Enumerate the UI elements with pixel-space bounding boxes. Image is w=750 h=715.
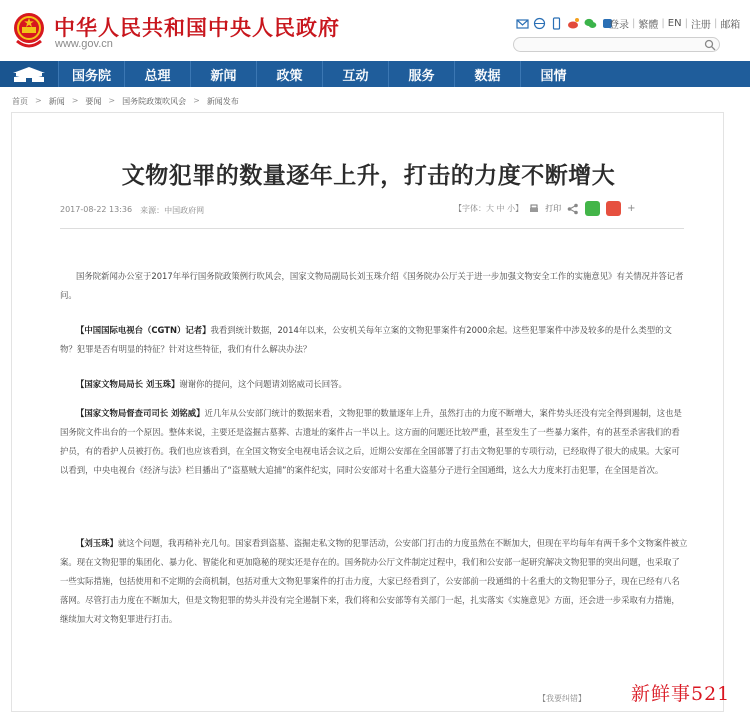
main-nav bbox=[0, 61, 750, 87]
article-paragraph: 【刘玉珠】就这个问题，我再稍补充几句。国家看到盗墓、盗掘走私文物的犯罪活动，公安部门打击的力度虽然在不断加大，但现在平均每年有两千多个文物案件被立案。现在文物犯罪的集团化、暴力化、智能化和更加隐秘的现实还是存在的。国务院办公厅文件制定过程中，我们和公安部一起研究解决文物犯罪的突出问题，也采取了一些实际措施，包括使用和不定期的会商机制，包括对重大文物犯罪案件的打击力度，大家已经看到了，公安部前一段通缉的十名重大的文物犯罪分子，现在已经有八名落网。尽管打击力度在不断加大，但是文物犯罪的势头并没有完全遏制下来，我们将和公安部等有关部门一起，扎实落实《实施意见》方面，还会进一步采取有力措施，继续加大对文物犯罪进行打击。 bbox=[60, 538, 688, 624]
speaker-label: 【国家文物局督查司司长 刘铭威】 bbox=[76, 408, 205, 418]
nav-item-premier[interactable]: 总理 bbox=[124, 61, 190, 87]
top-links: 登录 | 繁體 | EN | 注册 | 邮箱 bbox=[606, 16, 743, 31]
site-url[interactable]: www.gov.cn bbox=[55, 38, 113, 50]
register-link[interactable]: 注册 bbox=[690, 20, 711, 31]
publish-date: 2017-08-22 13:36 bbox=[60, 205, 133, 214]
nav-item-policy[interactable]: 政策 bbox=[256, 61, 322, 87]
nav-home[interactable] bbox=[0, 61, 58, 87]
nav-item-data[interactable]: 数据 bbox=[454, 61, 520, 87]
national-emblem-icon[interactable] bbox=[12, 11, 46, 49]
source-name: 中国政府网 bbox=[164, 206, 205, 215]
english-link[interactable]: EN bbox=[667, 18, 682, 29]
login-link[interactable]: 登录 bbox=[609, 20, 629, 31]
breadcrumb: 首页 > 新闻 > 要闻 > 国务院政策吹风会 > 新闻发布 bbox=[12, 96, 239, 106]
breadcrumb-news[interactable]: 新闻 bbox=[48, 97, 65, 106]
share-icons-bar bbox=[516, 15, 614, 31]
mobile-icon[interactable] bbox=[550, 17, 563, 30]
weibo-icon[interactable] bbox=[567, 17, 580, 30]
nav-item-state-council[interactable]: 国务院 bbox=[58, 61, 124, 87]
site-header bbox=[0, 0, 750, 58]
search-box bbox=[513, 37, 720, 52]
speaker-label: 【国家文物局局长 刘玉珠】 bbox=[76, 379, 180, 389]
traditional-link[interactable]: 繁體 bbox=[638, 20, 659, 31]
article-paragraph: 【国家文物局局长 刘玉珠】谢谢你的提问，这个问题请刘铭威司长回答。 bbox=[76, 379, 347, 389]
breadcrumb-home[interactable]: 首页 bbox=[12, 97, 28, 106]
speaker-label: 【中国国际电视台（CGTN）记者】 bbox=[76, 325, 211, 335]
more-icon[interactable]: + bbox=[627, 203, 636, 214]
report-error-link[interactable]: 【我要纠错】 bbox=[538, 694, 586, 703]
speaker-label: 【刘玉珠】 bbox=[76, 538, 118, 548]
search-icon[interactable] bbox=[704, 39, 716, 51]
search-input[interactable] bbox=[514, 44, 699, 57]
article-paragraph: 国务院新闻办公室于2017年举行国务院政策例行吹风会，国家文物局副局长刘玉珠介绍《国务院办公厅关于进一步加强文物安全工作的实施意见》有关情况并答记者问。 bbox=[60, 271, 684, 300]
breadcrumb-release[interactable]: 新闻发布 bbox=[206, 97, 239, 106]
source-label: 来源： bbox=[140, 206, 165, 215]
tiananmen-icon bbox=[10, 64, 48, 84]
weibo-share-icon[interactable] bbox=[606, 201, 621, 216]
watermark: 新鲜事521 bbox=[631, 683, 731, 705]
print-button[interactable]: 打印 bbox=[545, 204, 562, 213]
article-title: 文物犯罪的数量逐年上升，打击的力度不断增大 bbox=[121, 163, 616, 189]
article-card bbox=[11, 112, 724, 712]
breadcrumb-headlines[interactable]: 要闻 bbox=[85, 97, 102, 106]
mail-icon[interactable] bbox=[516, 17, 529, 30]
mailbox-link[interactable]: 邮箱 bbox=[720, 20, 741, 31]
nav-item-interaction[interactable]: 互动 bbox=[322, 61, 388, 87]
nav-item-national-info[interactable]: 国情 bbox=[520, 61, 586, 87]
article-meta bbox=[60, 205, 204, 216]
meta-divider bbox=[60, 228, 684, 229]
site-title[interactable]: 中华人民共和国中央人民政府 bbox=[54, 16, 340, 40]
article-paragraph: 【国家文物局督查司司长 刘铭威】近几年从公安部门统计的数据来看，文物犯罪的数量逐年上升，虽然打击的力度不断增大，案件势头还没有完全得到遏制，这也是国务院文件出台的一个原因。整体来说，主要还是盗掘古墓葬、古遗址的案件占一半以上。这方面的问题还比较严重，甚至发生了一些暴力案件，有的甚至杀害我们的看护员，有的看护人员被打伤。我们也应该看到，在全国文物安全电视电话会议之后，近期公安部在全国部署了打击文物犯罪的专项行动，已经取得了很大的成果。大家可以看到，中央电视台《经济与法》栏目播出了“盗墓贼大追捕”的案件纪实，同时公安部对十名重大盗墓分子进行全国通缉，这么大力度来打击犯罪，在全国是首次。 bbox=[60, 408, 682, 475]
article-paragraph: 【中国国际电视台（CGTN）记者】我看到统计数据，2014年以来，公安机关每年立案的文物犯罪案件有2000余起。这些犯罪案件中涉及较多的是什么类型的文物？犯罪是否有明显的特征？针对这些特征，我们有什么解决办法？ bbox=[60, 325, 672, 354]
wechat-icon[interactable] bbox=[584, 17, 597, 30]
article-tools bbox=[454, 201, 635, 216]
font-size-switch[interactable]: 【字体：大 中 小】 bbox=[454, 204, 524, 213]
share-icon[interactable] bbox=[567, 203, 579, 215]
breadcrumb-briefing[interactable]: 国务院政策吹风会 bbox=[122, 97, 187, 106]
web-icon[interactable] bbox=[533, 17, 546, 30]
print-icon[interactable] bbox=[529, 204, 539, 214]
wechat-share-icon[interactable] bbox=[585, 201, 600, 216]
nav-item-news[interactable]: 新闻 bbox=[190, 61, 256, 87]
nav-item-services[interactable]: 服务 bbox=[388, 61, 454, 87]
